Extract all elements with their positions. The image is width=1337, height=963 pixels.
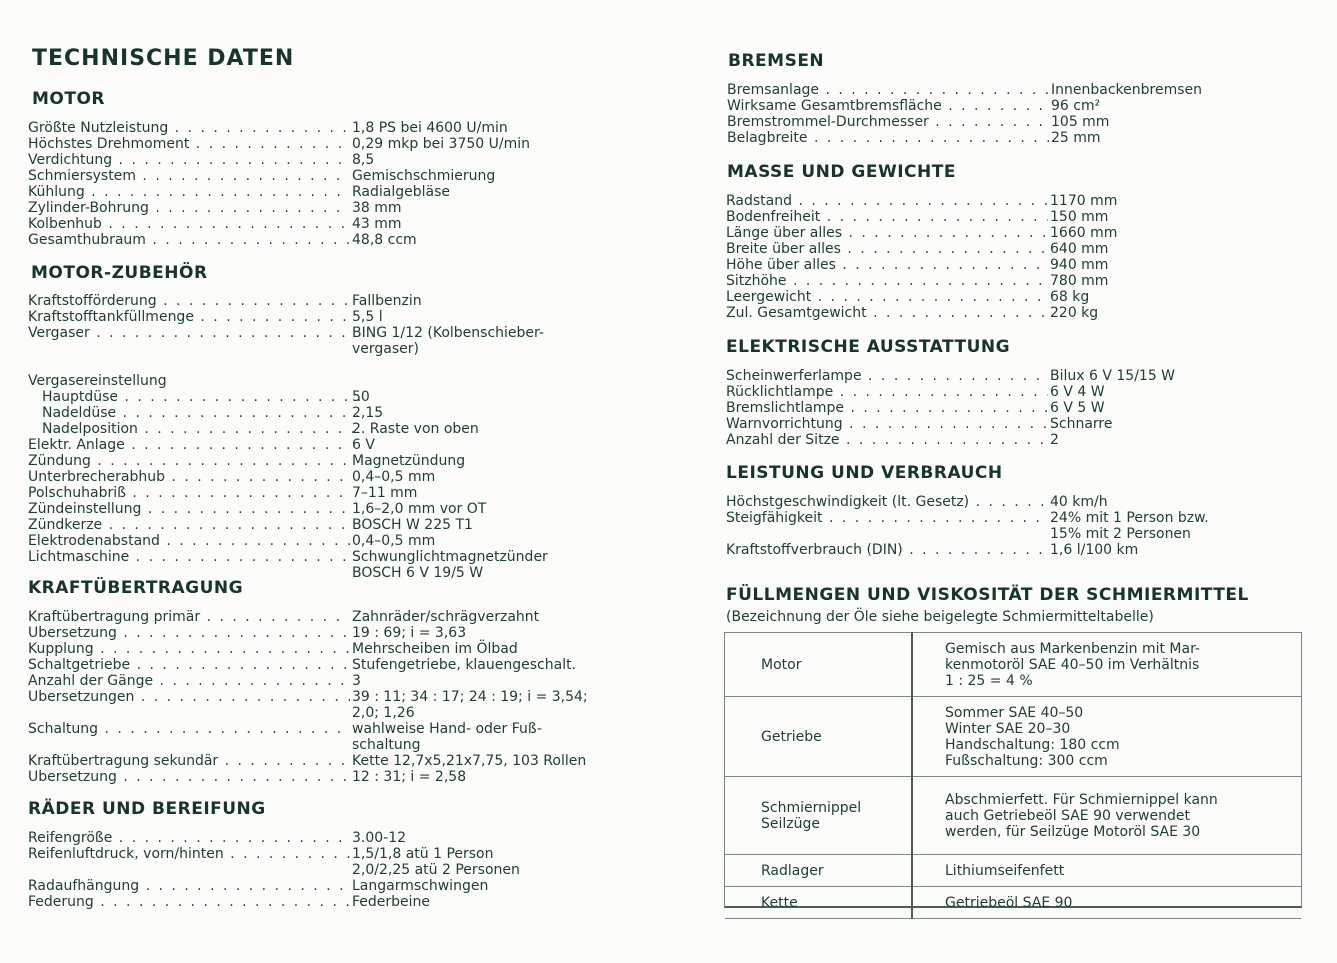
- schmiermittel-name-line: Motor: [761, 656, 802, 673]
- schmiermittel-spec-line: Lithiumseifenfett: [945, 862, 1065, 879]
- spec-label: Vergasereinstellung: [28, 373, 167, 389]
- spec-label: Übersetzung . . .: [28, 769, 350, 785]
- spec-label: Bremstrommel-Durchmesser . . .: [727, 114, 1049, 130]
- schmiermittel-spec-line: 1 : 25 = 4 %: [945, 672, 1033, 689]
- bremsen-heading: BREMSEN: [728, 51, 825, 71]
- spec-value: 50: [352, 389, 370, 405]
- spec-value: 19 : 69; i = 3,63: [352, 625, 467, 641]
- spec-label: Bremslichtlampe . . .: [726, 400, 1048, 416]
- spec-label: Wirksame Gesamtbremsfläche . . .: [727, 98, 1049, 114]
- spec-value: Langarmschwingen: [352, 878, 489, 894]
- schmiermittel-spec-line: kenmotoröl SAE 40–50 im Verhältnis: [945, 656, 1200, 673]
- motor-zubehoer-heading: MOTOR-ZUBEHÖR: [31, 263, 208, 283]
- spec-label: Federung . . .: [28, 894, 350, 910]
- spec-value: 6 V 5 W: [1050, 400, 1105, 416]
- spec-value: Mehrscheiben im Ölbad: [352, 641, 518, 657]
- spec-label: Übersetzung . . .: [28, 625, 350, 641]
- spec-value: 940 mm: [1050, 257, 1109, 273]
- spec-label: Höchstgeschwindigkeit (lt. Gesetz) . . .: [726, 494, 1048, 510]
- spec-label: Radaufhängung . . .: [28, 878, 350, 894]
- spec-value: 40 km/h: [1050, 494, 1108, 510]
- spec-value: 96 cm²: [1051, 98, 1101, 114]
- schmiermittel-spec-line: Handschaltung: 180 ccm: [945, 736, 1120, 753]
- spec-label: Kraftstoffverbrauch (DIN) . . .: [726, 542, 1048, 558]
- spec-label: Kraftstofftankfüllmenge . . .: [28, 309, 350, 325]
- leistung-heading: LEISTUNG UND VERBRAUCH: [726, 463, 1003, 483]
- spec-label: Reifenluftdruck, vorn/hinten . . .: [28, 846, 350, 862]
- motor-heading: MOTOR: [32, 89, 106, 109]
- schmiermittel-name: [725, 887, 912, 919]
- spec-label: Rücklichtlampe . . .: [726, 384, 1048, 400]
- spec-value: 1170 mm: [1050, 193, 1118, 209]
- schmiermittel-table: [725, 632, 1301, 919]
- spec-value: 43 mm: [352, 216, 402, 232]
- spec-label: Elektrodenabstand . . .: [28, 533, 350, 549]
- spec-label: Höchstes Drehmoment . . .: [28, 136, 350, 152]
- spec-value: 6 V: [352, 437, 375, 453]
- raeder-heading: RÄDER UND BEREIFUNG: [28, 799, 266, 819]
- spec-value: 68 kg: [1050, 289, 1090, 305]
- spec-value: BOSCH 6 V 19/5 W: [352, 565, 484, 581]
- spec-label: Anzahl der Sitze . . .: [726, 432, 1048, 448]
- spec-value: 48,8 ccm: [352, 232, 417, 248]
- spec-label: Sitzhöhe . . .: [726, 273, 1048, 289]
- spec-value: 2,0; 1,26: [352, 705, 415, 721]
- schmiermittel-name: [725, 633, 912, 697]
- schmiermittel-row: [725, 855, 1301, 887]
- spec-label: Kolbenhub . . .: [28, 216, 350, 232]
- spec-label: Polschuhabriß . . .: [28, 485, 350, 501]
- fuellmengen-note: (Bezeichnung der Öle siehe beigelegte Schmiermitteltabelle): [726, 609, 1154, 625]
- spec-label: Steigfähigkeit . . .: [726, 510, 1048, 526]
- spec-label: Nadelposition . . .: [28, 421, 364, 437]
- spec-label: Radstand . . .: [726, 193, 1048, 209]
- schmiermittel-spec-line: Sommer SAE 40–50: [945, 704, 1084, 721]
- spec-label: Schmiersystem . . .: [28, 168, 350, 184]
- spec-label: Bodenfreiheit . . .: [726, 209, 1048, 225]
- spec-value: 0,4–0,5 mm: [352, 469, 436, 485]
- spec-value: 1,6–2,0 mm vor OT: [352, 501, 487, 517]
- spec-value: 7–11 mm: [352, 485, 418, 501]
- spec-value: 0,4–0,5 mm: [352, 533, 436, 549]
- schmiermittel-name: [725, 855, 912, 887]
- spec-label: Lichtmaschine . . .: [28, 549, 350, 565]
- spec-value: 220 kg: [1050, 305, 1099, 321]
- schmiermittel-name-line: Schmiernippel: [761, 799, 862, 816]
- spec-value: Innenbackenbremsen: [1051, 82, 1202, 98]
- spec-label: Bremsanlage . . .: [727, 82, 1049, 98]
- schmiermittel-spec-line: auch Getriebeöl SAE 90 verwendet: [945, 807, 1190, 824]
- spec-label: Schaltgetriebe . . .: [28, 657, 350, 673]
- schmiermittel-name-line: Seilzüge: [761, 815, 821, 832]
- spec-label: Verdichtung . . .: [28, 152, 350, 168]
- schmiermittel-row: [725, 777, 1301, 855]
- schmiermittel-name-line: Radlager: [761, 862, 824, 879]
- spec-value: 2,0/2,25 atü 2 Personen: [352, 862, 520, 878]
- spec-value: 25 mm: [1051, 130, 1101, 146]
- spec-label: Unterbrecherabhub . . .: [28, 469, 350, 485]
- spec-label: Zylinder-Bohrung . . .: [28, 200, 350, 216]
- spec-value: 1,6 l/100 km: [1050, 542, 1139, 558]
- schmiermittel-name: [725, 777, 912, 855]
- schmiermittel-spec-line: Gemisch aus Markenbenzin mit Mar-: [945, 640, 1200, 657]
- schmiermittel-spec-line: Abschmierfett. Für Schmiernippel kann: [945, 791, 1218, 808]
- spec-label: Elektr. Anlage . . .: [28, 437, 350, 453]
- spec-label: Zündeinstellung . . .: [28, 501, 350, 517]
- schmiermittel-row: [725, 633, 1301, 697]
- schmiermittel-name-line: Getriebe: [761, 728, 822, 745]
- spec-value: 24% mit 1 Person bzw.: [1050, 510, 1209, 526]
- spec-value: 12 : 31; i = 2,58: [352, 769, 467, 785]
- spec-value: 2,15: [352, 405, 384, 421]
- schmiermittel-name: [725, 697, 912, 777]
- schmiermittel-spec-line: Winter SAE 20–30: [945, 720, 1071, 737]
- spec-value: 1,8 PS bei 4600 U/min: [352, 120, 508, 136]
- spec-value: wahlweise Hand- oder Fuß-: [352, 721, 543, 737]
- spec-label: Nadeldüse . . .: [28, 405, 364, 421]
- spec-label: Anzahl der Gänge . . .: [28, 673, 350, 689]
- spec-value: Federbeine: [352, 894, 431, 910]
- spec-value: 1660 mm: [1050, 225, 1118, 241]
- schmiermittel-spec-line: Getriebeöl SAE 90: [945, 894, 1073, 911]
- spec-value: 150 mm: [1050, 209, 1109, 225]
- spec-value: Fallbenzin: [352, 293, 422, 309]
- spec-label: Kraftstofförderung . . .: [28, 293, 350, 309]
- spec-value: 6 V 4 W: [1050, 384, 1105, 400]
- spec-label: Kraftübertragung primär . . .: [28, 609, 350, 625]
- schmiermittel-spec: [912, 633, 1301, 697]
- spec-label: Länge über alles . . .: [726, 225, 1048, 241]
- fuellmengen-heading: FÜLLMENGEN UND VISKOSITÄT DER SCHMIERMITTEL: [726, 585, 1249, 605]
- spec-label: Zul. Gesamtgewicht . . .: [726, 305, 1048, 321]
- schmiermittel-spec-line: werden, für Seilzüge Motoröl SAE 30: [945, 823, 1201, 840]
- spec-label: Reifengröße . . .: [28, 830, 350, 846]
- spec-label: Vergaser . . .: [28, 325, 350, 341]
- schmiermittel-spec: [912, 887, 1301, 919]
- elektrik-heading: ELEKTRISCHE AUSSTATTUNG: [726, 337, 1011, 357]
- spec-value: Radialgebläse: [352, 184, 451, 200]
- spec-value: Zahnräder/schrägverzahnt: [352, 609, 540, 625]
- spec-label: Kupplung . . .: [28, 641, 350, 657]
- spec-value: Gemischschmierung: [352, 168, 496, 184]
- kraftuebertragung-heading: KRAFTÜBERTRAGUNG: [28, 578, 244, 598]
- spec-value: Schwunglichtmagnetzünder: [352, 549, 548, 565]
- spec-label: Hauptdüse . . .: [28, 389, 364, 405]
- masse-heading: MASSE UND GEWICHTE: [727, 162, 956, 182]
- spec-value: 105 mm: [1051, 114, 1110, 130]
- spec-label: Scheinwerferlampe . . .: [726, 368, 1048, 384]
- spec-label: Kühlung . . .: [28, 184, 350, 200]
- spec-value: 1,5/1,8 atü 1 Person: [352, 846, 494, 862]
- spec-label: Breite über alles . . .: [726, 241, 1048, 257]
- spec-value: 15% mit 2 Personen: [1050, 526, 1191, 542]
- spec-label: Höhe über alles . . .: [726, 257, 1048, 273]
- spec-value: Stufengetriebe, klauengeschalt.: [352, 657, 577, 673]
- spec-value: 8,5: [352, 152, 375, 168]
- spec-value: 5,5 l: [352, 309, 383, 325]
- schmiermittel-spec: [912, 855, 1301, 887]
- spec-value: BING 1/12 (Kolbenschieber-: [352, 325, 544, 341]
- schmiermittel-row: [725, 887, 1301, 919]
- spec-value: 2. Raste von oben: [352, 421, 479, 437]
- spec-value: Bilux 6 V 15/15 W: [1050, 368, 1176, 384]
- spec-value: 640 mm: [1050, 241, 1109, 257]
- spec-label: Warnvorrichtung . . .: [726, 416, 1048, 432]
- spec-label: Größte Nutzleistung . . .: [28, 120, 350, 136]
- spec-value: 780 mm: [1050, 273, 1109, 289]
- schmiermittel-name-line: Kette: [761, 894, 798, 911]
- spec-value: Magnetzündung: [352, 453, 466, 469]
- spec-label: Kraftübertragung sekundär . . .: [28, 753, 350, 769]
- spec-value: 3.00-12: [352, 830, 407, 846]
- spec-label: Leergewicht . . .: [726, 289, 1048, 305]
- schmiermittel-spec-line: Fußschaltung: 300 ccm: [945, 752, 1108, 769]
- spec-value: BOSCH W 225 T1: [352, 517, 473, 533]
- spec-value: 2: [1050, 432, 1059, 448]
- spec-value: 39 : 11; 34 : 17; 24 : 19; i = 3,54;: [352, 689, 588, 705]
- schmiermittel-spec: [912, 777, 1301, 855]
- spec-value: Schnarre: [1050, 416, 1113, 432]
- schmiermittel-spec: [912, 697, 1301, 777]
- spec-value: 0,29 mkp bei 3750 U/min: [352, 136, 530, 152]
- spec-value: vergaser): [352, 341, 419, 357]
- spec-label: Übersetzungen . . .: [28, 689, 350, 705]
- schmiermittel-table-frame: [724, 632, 1302, 911]
- spec-value: 38 mm: [352, 200, 402, 216]
- spec-label: Belagbreite . . .: [727, 130, 1049, 146]
- page-title: TECHNISCHE DATEN: [32, 46, 295, 71]
- spec-value: Kette 12,7x5,21x7,75, 103 Rollen: [352, 753, 587, 769]
- spec-value: schaltung: [352, 737, 421, 753]
- spec-label: Gesamthubraum . . .: [28, 232, 350, 248]
- spec-value: 3: [352, 673, 361, 689]
- spec-label: Schaltung . . .: [28, 721, 350, 737]
- schmiermittel-row: [725, 697, 1301, 777]
- spec-label: Zündung . . .: [28, 453, 350, 469]
- spec-label: Zündkerze . . .: [28, 517, 350, 533]
